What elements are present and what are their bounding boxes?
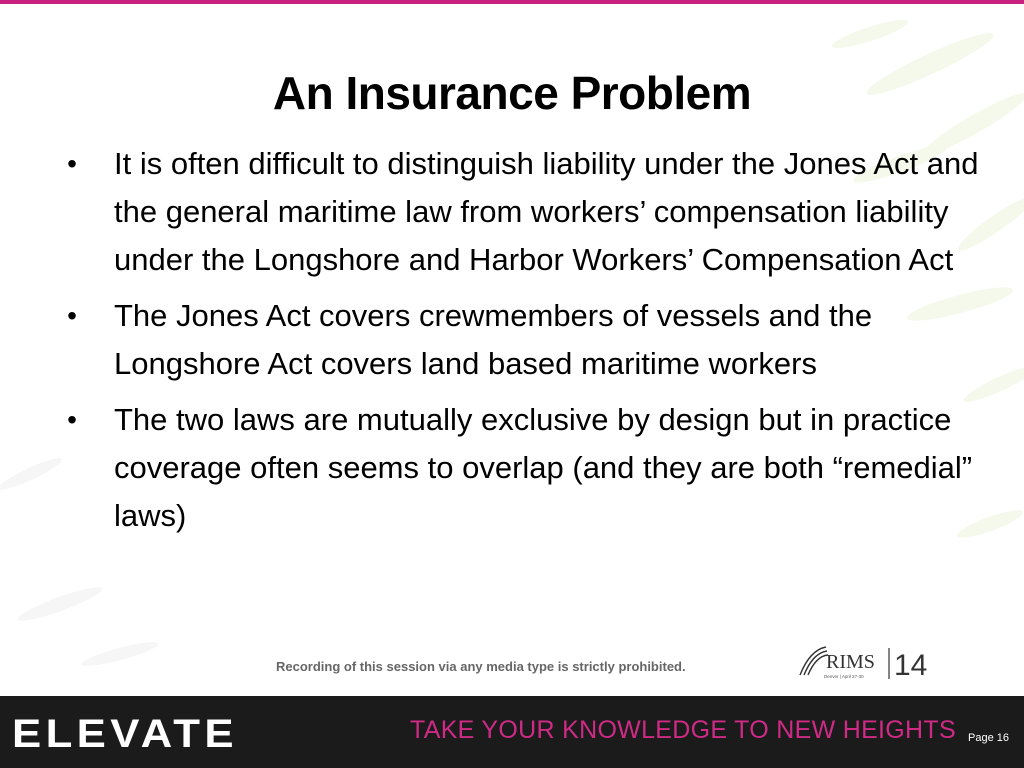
elevate-logo (12, 714, 242, 750)
recording-notice: Recording of this session via any media type is strictly prohibited. (276, 659, 686, 674)
page-number: Page 16 (968, 732, 1009, 744)
svg-text:Denver | April 27-30: Denver | April 27-30 (824, 674, 864, 679)
bullet-item (62, 292, 982, 388)
svg-text:RIMS: RIMS (826, 651, 875, 673)
svg-text:14: 14 (894, 649, 928, 682)
bullet-marker: • (67, 148, 77, 179)
bullet-item (62, 140, 982, 284)
bullet-item (62, 396, 982, 540)
bullet-text: It is often difficult to distinguish liability under the Jones Act and the general maritime law from workers’ compensation liability under the Longshore and Harbor Workers’ Compensation Act (114, 146, 979, 277)
slide-title: An Insurance Problem (272, 67, 752, 119)
rims-logo (796, 642, 936, 682)
footer-bar (0, 696, 1024, 768)
bullet-marker: • (67, 300, 77, 331)
bullet-text: The Jones Act covers crewmembers of vessels and the Longshore Act covers land based maritime workers (114, 298, 873, 381)
bullet-marker: • (67, 404, 77, 435)
svg-text:ELEVATE: ELEVATE (12, 714, 238, 750)
bullet-text: The two laws are mutually exclusive by design but in practice coverage often seems to overlap (and they are both “remedial” laws) (114, 402, 973, 533)
tagline: TAKE YOUR KNOWLEDGE TO NEW HEIGHTS (410, 716, 956, 744)
bullet-list (62, 140, 982, 548)
